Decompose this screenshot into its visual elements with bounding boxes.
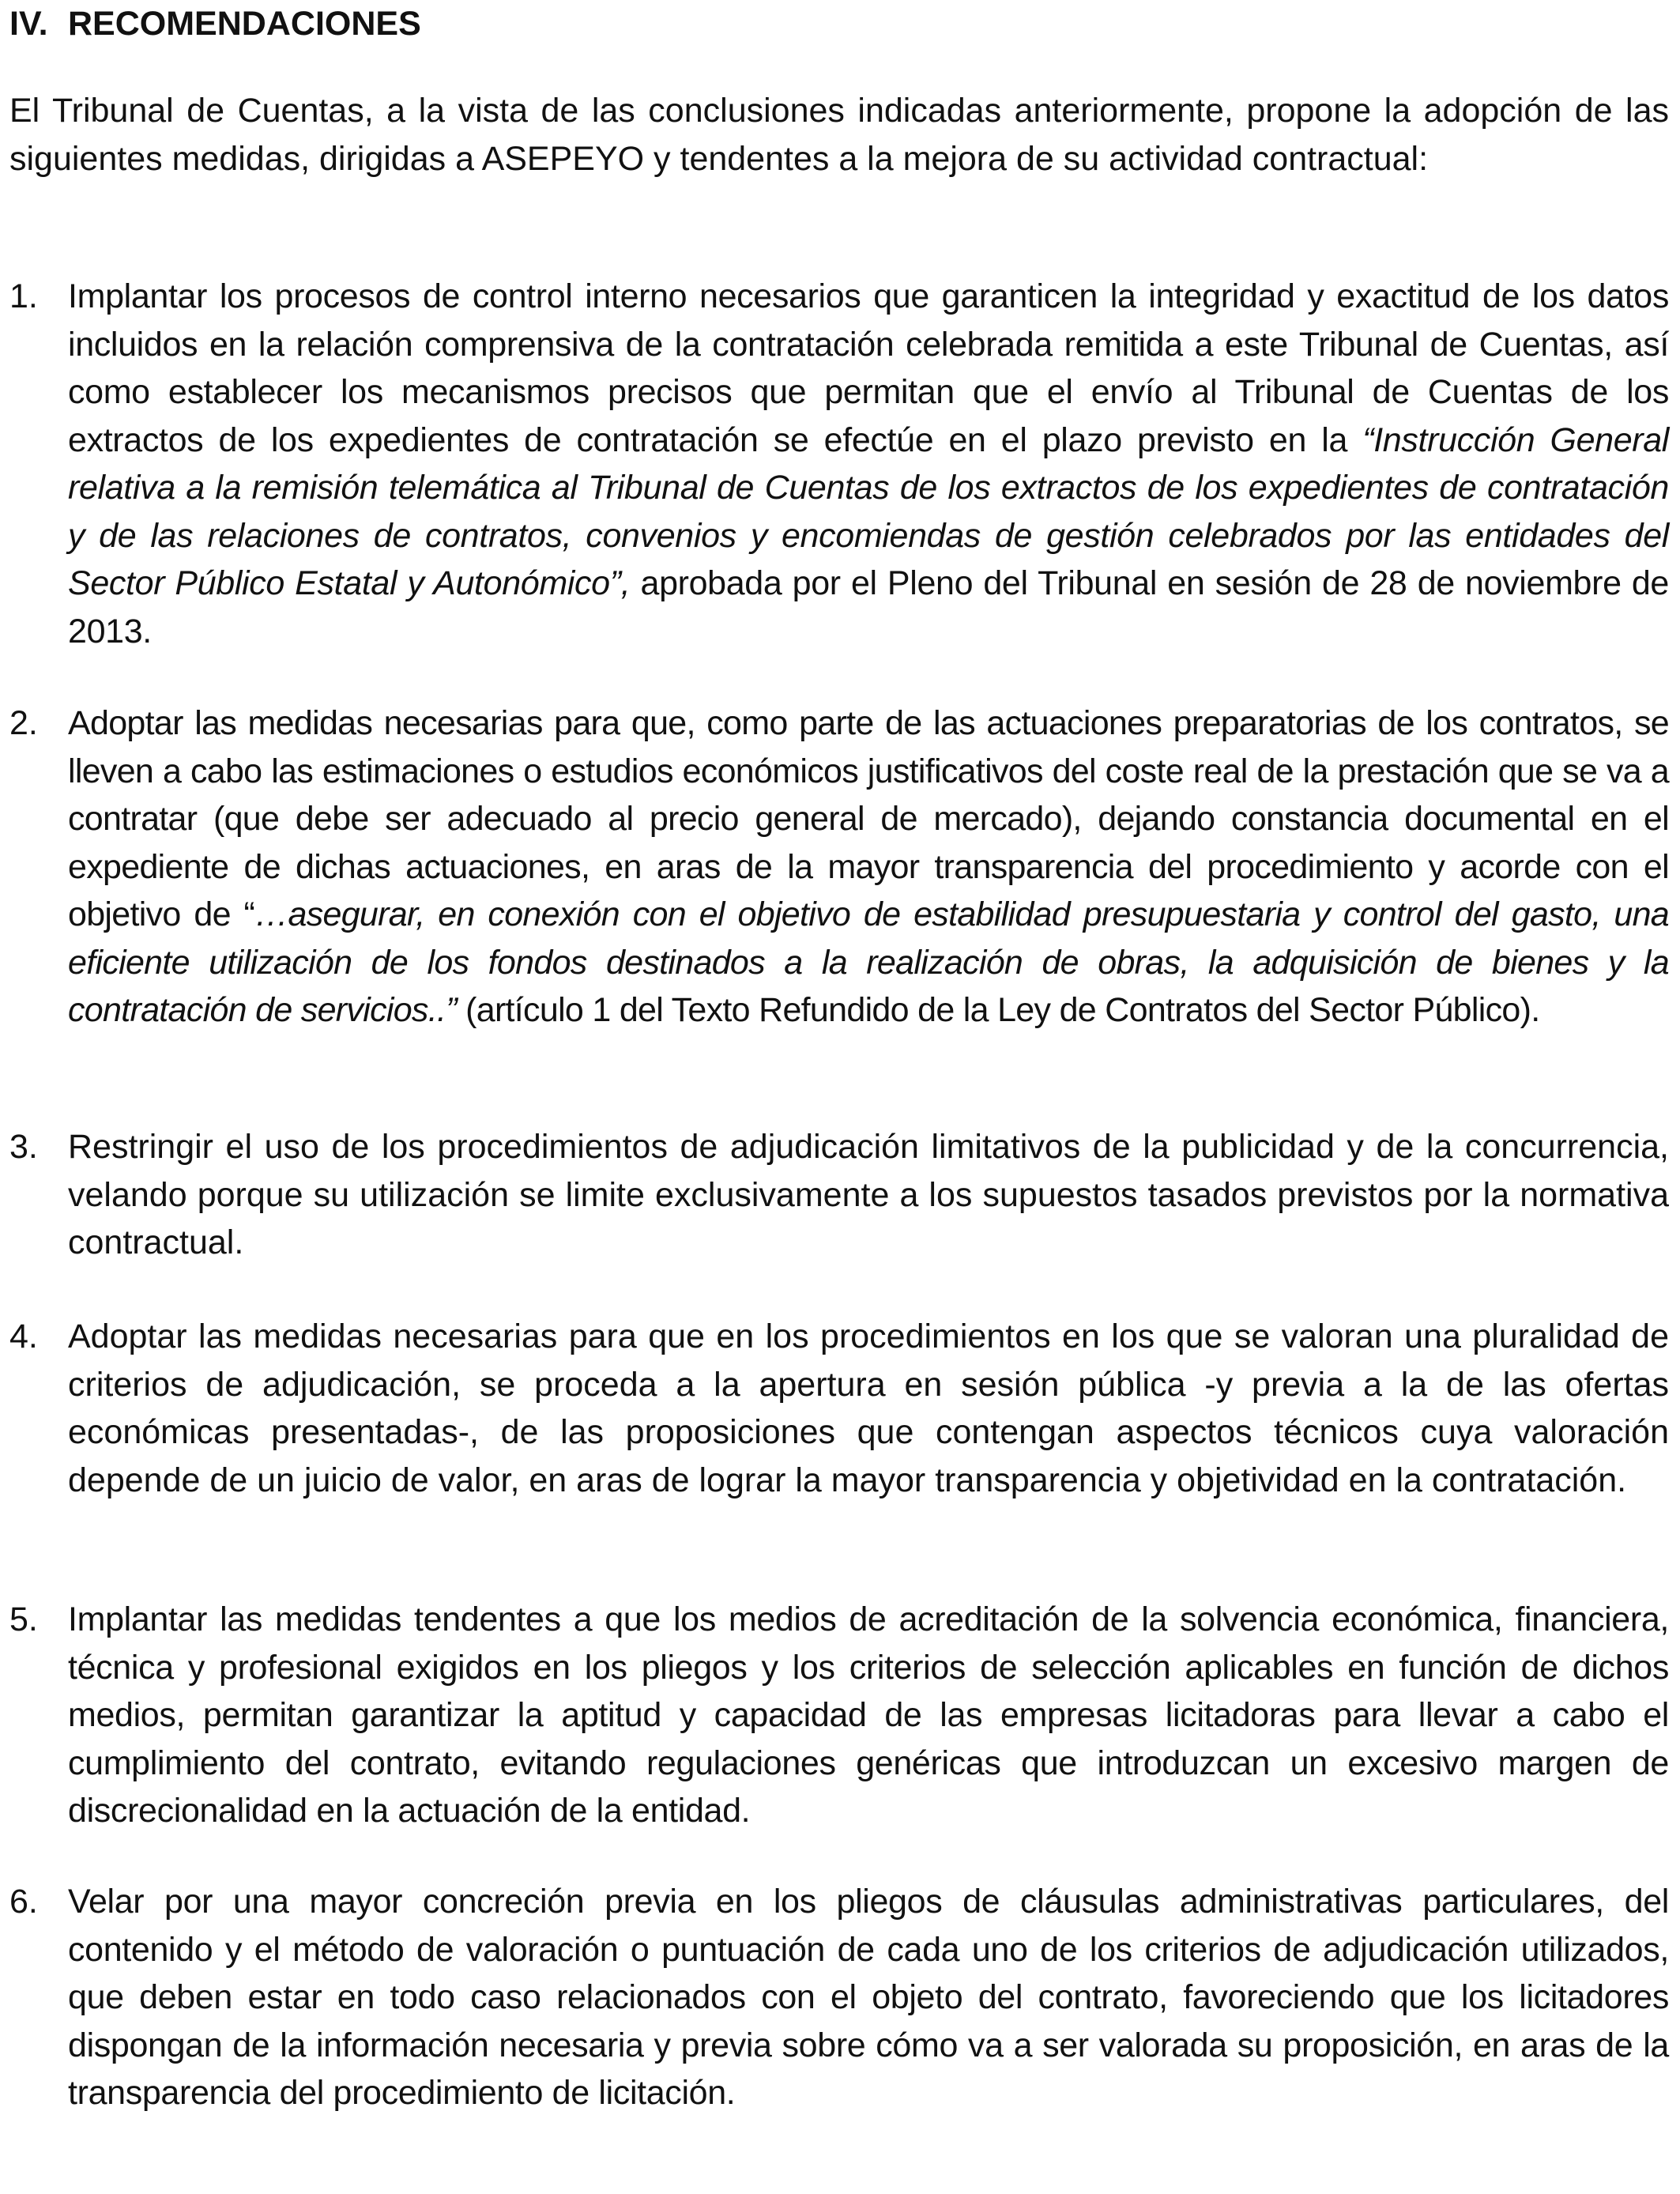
- recommendation-item-2: [9, 699, 1669, 1035]
- item-text: Implantar las medidas tendentes a que los medios de acreditación de la solvencia económica, financiera, técnica y profesional exigidos en los pliegos y los criterios de selección aplicables en función de dichos medios, permitan garantizar la aptitud y capacidad de las empresas licitadoras para llevar a cabo el cumplimiento del contrato, evitando regulaciones genéricas que introduzcan un excesivo margen de discrecionalidad en la actuación de la entidad.: [68, 1600, 1669, 1830]
- item-text: [68, 273, 1669, 655]
- item-text: [68, 699, 1669, 1035]
- item-text: Adoptar las medidas necesarias para que en los procedimientos en los que se valoran una pluralidad de criterios de adjudicación, se proceda a la apertura en sesión pública -y previa a la de las ofertas económicas presentadas-, de las proposiciones que contengan aspectos técnicos cuya valoración depende de un juicio de valor, en aras de lograr la mayor transparencia y objetividad en la contratación.: [68, 1318, 1669, 1499]
- recommendation-item-3: [9, 1123, 1669, 1267]
- item-text-end: (artículo 1 del Texto Refundido de la Ley de Contratos del Sector Público).: [456, 991, 1540, 1029]
- item-text-start: Adoptar las medidas necesarias para que, como parte de las actuaciones preparatorias de los contratos, se lleven a cabo las estimaciones o estudios económicos justificativos del coste real de la prestación que se va a contratar (que debe ser adecuado al precio general de mercado), dejando constancia documental en el expediente de dichas actuaciones, en aras de la mayor transparencia del procedimiento y acorde con el objetivo de “: [68, 704, 1669, 933]
- section-heading: [9, 3, 421, 44]
- item-quote-italic: “Instrucción General relativa a la remisión telemática al Tribunal de Cuentas de los extractos de los expedientes de contratación y de las relaciones de contratos, convenios y encomiendas de gestión celebrados por las entidades del Sector Público Estatal y Autonómico”,: [68, 420, 1669, 602]
- item-number: 4.: [9, 1318, 38, 1355]
- item-text-start: Implantar los procesos de control interno necesarios que garanticen la integridad y exactitud de los datos incluidos en la relación comprensiva de la contratación celebrada remitida a este Tribunal de Cuentas, así como establecer los mecanismos precisos que permitan que el envío al Tribunal de Cuentas de los extractos de los expedientes de contratación se efectúe en el plazo previsto en la: [68, 277, 1669, 459]
- recommendation-item-6: [9, 1878, 1669, 2117]
- item-number: 6.: [9, 1883, 38, 1921]
- item-number: 5.: [9, 1600, 38, 1638]
- document-page: [9, 0, 1669, 2194]
- recommendation-item-1: [9, 273, 1669, 655]
- item-number: 1.: [9, 277, 38, 315]
- item-text: Velar por una mayor concreción previa en los pliegos de cláusulas administrativas particulares, del contenido y el método de valoración o puntuación de cada uno de los criterios de adjudicación utilizados, que deben estar en todo caso relacionados con el objeto del contrato, favoreciendo que los licitadores dispongan de la información necesaria y previa sobre cómo va a ser valorada su proposición, en aras de la transparencia del procedimiento de licitación.: [68, 1883, 1669, 2112]
- recommendation-item-4: [9, 1313, 1669, 1504]
- recommendation-item-5: [9, 1596, 1669, 1835]
- section-number: IV.: [9, 5, 48, 43]
- item-quote-italic: …asegurar, en conexión con el objetivo de estabilidad presupuestaria y control del gasto, una eficiente utilización de los fondos destinados a la realización de obras, la adquisición de bienes y la contratación de servicios..”: [68, 895, 1669, 1029]
- item-number: 2.: [9, 704, 38, 742]
- item-text: Restringir el uso de los procedimientos de adjudicación limitativos de la publicidad y de la concurrencia, velando porque su utilización se limite exclusivamente a los supuestos tasados previstos por la normativa contractual.: [68, 1128, 1669, 1261]
- section-title: RECOMENDACIONES: [68, 5, 421, 43]
- item-text-end: aprobada por el Pleno del Tribunal en sesión de 28 de noviembre de 2013.: [68, 564, 1669, 650]
- intro-paragraph: El Tribunal de Cuentas, a la vista de las conclusiones indicadas anteriormente, propone la adopción de las siguientes medidas, dirigidas a ASEPEYO y tendentes a la mejora de su actividad contractual:: [9, 92, 1669, 178]
- item-number: 3.: [9, 1128, 38, 1166]
